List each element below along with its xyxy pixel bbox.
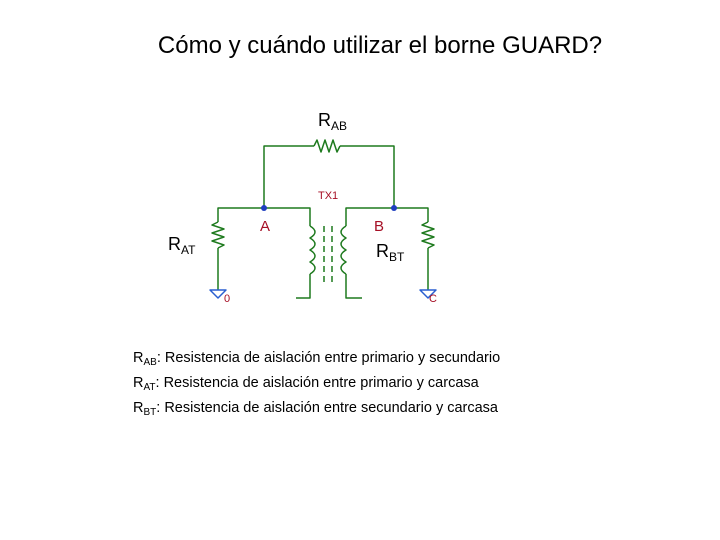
rbt-wire-top	[394, 208, 428, 222]
rat-label: $R_{AT}$	[168, 234, 196, 257]
rab-wire-right	[340, 146, 394, 208]
node-a-label: A	[260, 218, 271, 235]
legend-item-rat: $R_{AT}$: Resistencia de aislación entre primario y carcasa	[133, 375, 479, 393]
rat-resistor	[212, 222, 224, 248]
transformer-label: TX1	[318, 190, 339, 202]
legend-item-rbt: $R_{BT}$: Resistencia de aislación entre secundario y carcasa	[133, 400, 498, 418]
legend	[133, 348, 500, 423]
rab-label: $R_{AB}$	[318, 110, 348, 133]
rat-wire-top	[218, 208, 264, 222]
tx-primary-coil	[310, 226, 315, 274]
tx-primary-wire-top	[264, 208, 310, 226]
node-a-dot	[261, 205, 267, 211]
node-b-label: B	[374, 218, 385, 235]
rab-wire	[264, 146, 314, 208]
tx-secondary-wire-top	[346, 208, 394, 226]
tx-primary-wire-bottom	[296, 274, 310, 298]
ground-right-label: C	[429, 293, 437, 305]
node-b-dot	[391, 205, 397, 211]
ground-left-label: 0	[224, 293, 231, 305]
slide-title: Cómo y cuándo utilizar el borne GUARD?	[157, 32, 603, 59]
tx-secondary-wire-bottom	[346, 274, 362, 298]
rbt-resistor	[422, 222, 434, 248]
rbt-label: $R_{BT}$	[376, 241, 405, 264]
rab-resistor	[314, 140, 340, 152]
tx-secondary-coil	[341, 226, 346, 274]
legend-item-rab: $R_{AB}$: Resistencia de aislación entre primario y secundario	[133, 350, 501, 368]
